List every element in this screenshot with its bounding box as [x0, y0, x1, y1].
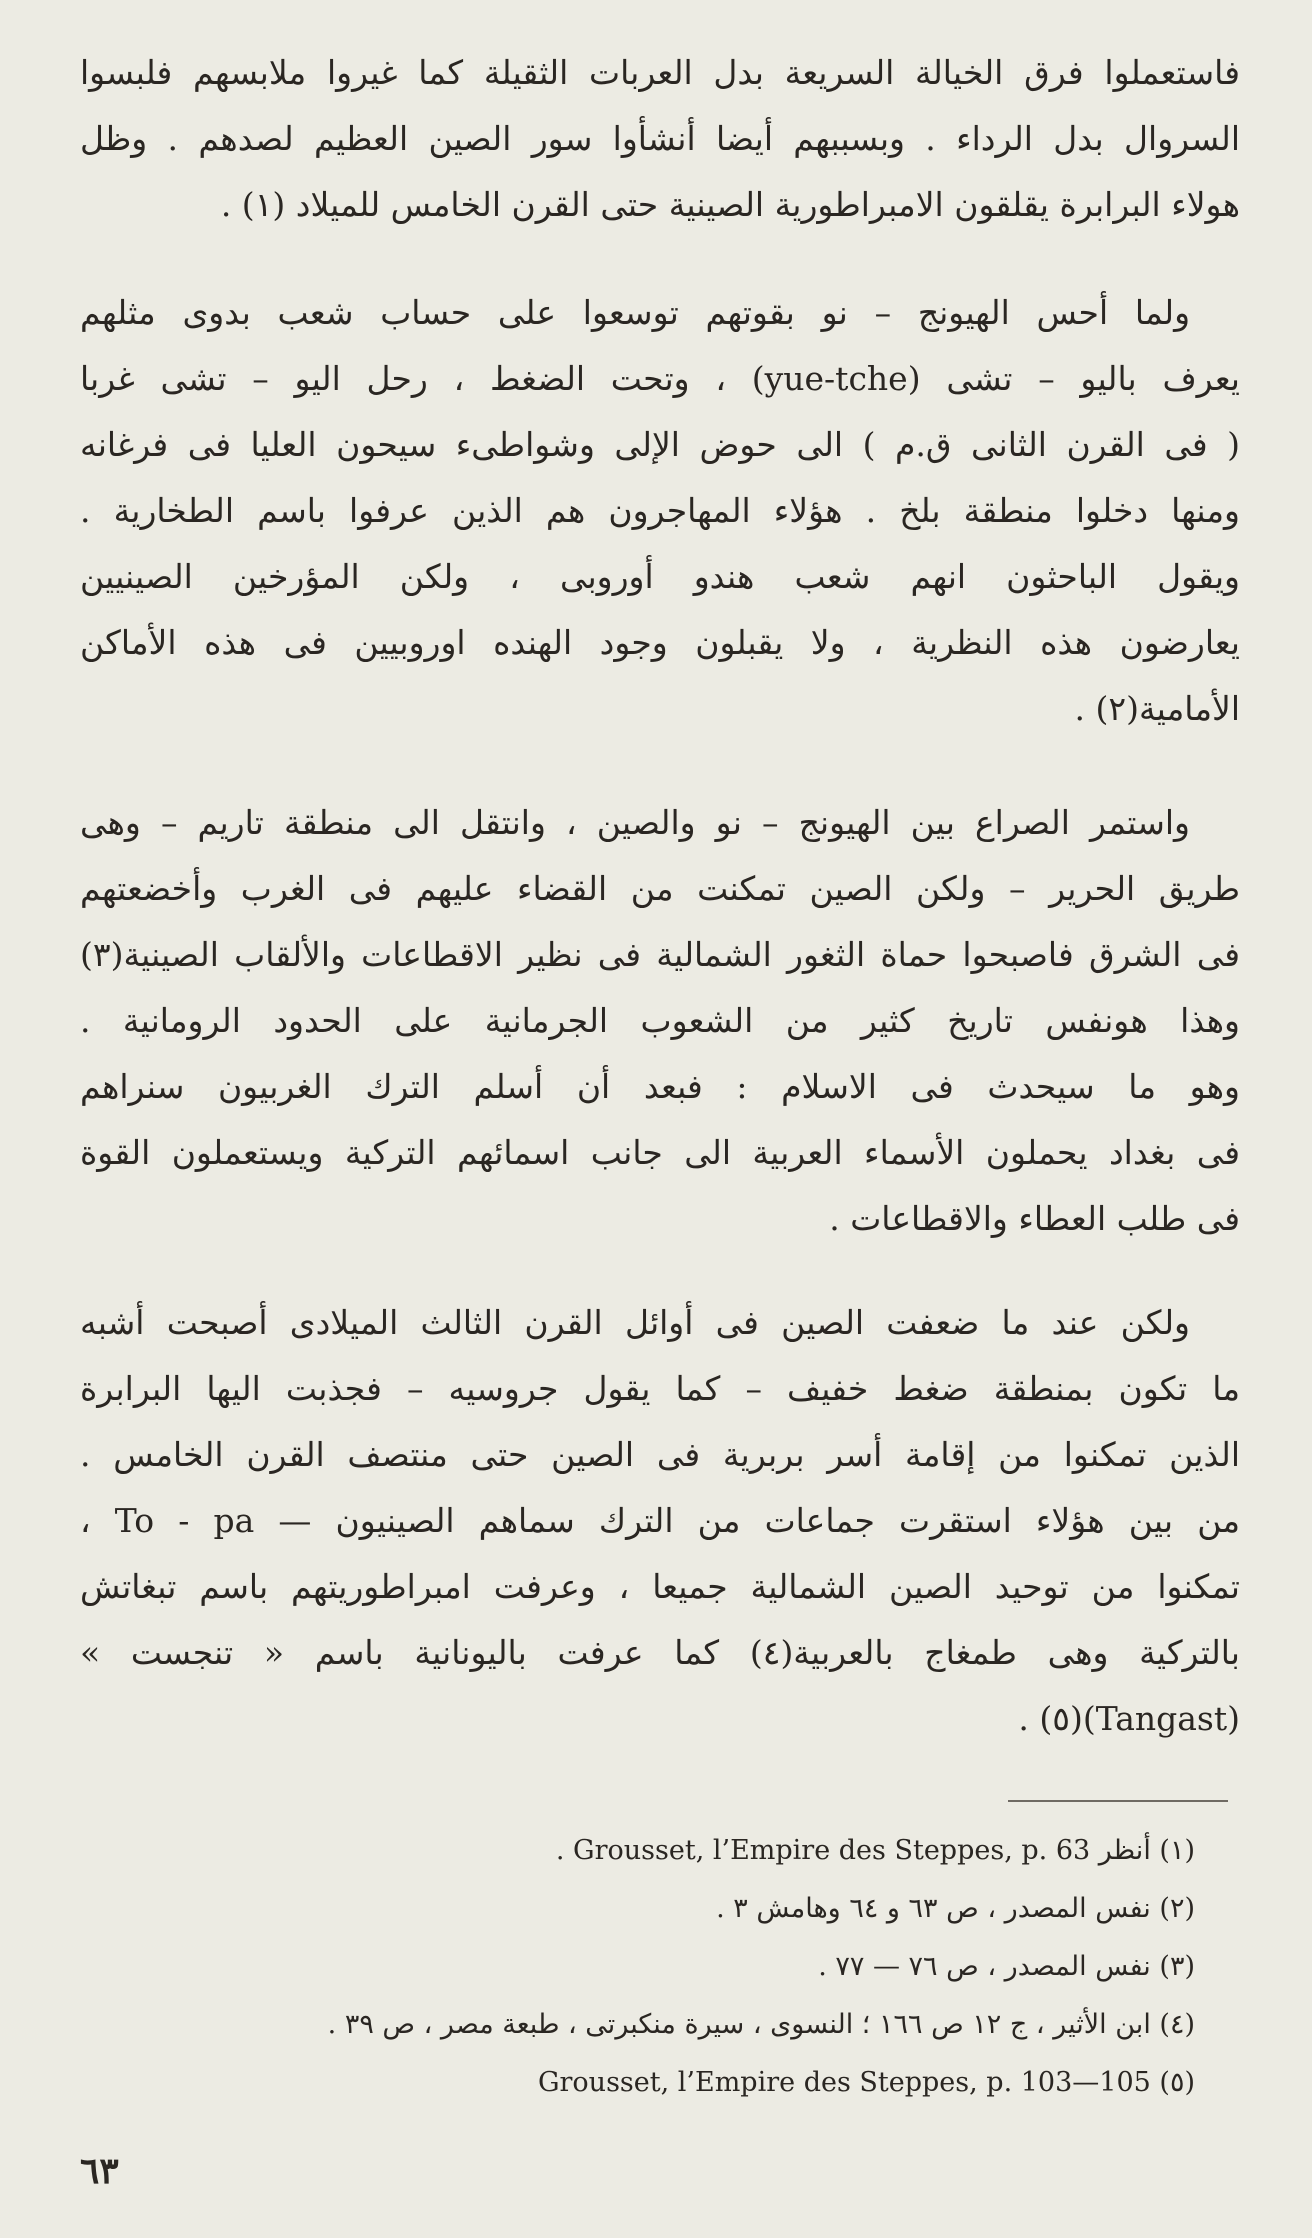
- text-line: الأمامية(٢) .: [1074, 689, 1240, 728]
- page-number: ٦٣: [80, 2150, 119, 2192]
- text-line: ويقول الباحثون انهم شعب هندو أوروبى ، ولكن المؤرخين الصينيين: [80, 557, 1240, 596]
- text-line: يعرف باليو – تشى (yue-tche) ، وتحت الضغط ، رحل اليو – تشى غربا: [80, 359, 1240, 398]
- footnote-2: (٢) نفس المصدر ، ص ٦٣ و ٦٤ وهامش ٣ .: [716, 1893, 1195, 1924]
- text-line: فى بغداد يحملون الأسماء العربية الى جانب اسمائهم التركية ويستعملون القوة: [80, 1133, 1240, 1172]
- text-line: السروال بدل الرداء . وبسببهم أيضا أنشأوا سور الصين العظيم لصدهم . وظل: [80, 119, 1240, 158]
- text-line: (Tangast)(٥) .: [1018, 1699, 1240, 1738]
- text-line: فى طلب العطاء والاقطاعات .: [829, 1199, 1240, 1238]
- text-line: ما تكون بمنطقة ضغط خفيف – كما يقول جروسيه – فجذبت اليها البرابرة: [80, 1369, 1240, 1408]
- text-line: طريق الحرير – ولكن الصين تمكنت من القضاء عليهم فى الغرب وأخضعتهم: [80, 869, 1240, 908]
- text-line: فى الشرق فاصبحوا حماة الثغور الشمالية فى نظير الاقطاعات والألقاب الصينية(٣): [80, 935, 1240, 974]
- text-line: فاستعملوا فرق الخيالة السريعة بدل العربات الثقيلة كما غيروا ملابسهم فلبسوا: [80, 53, 1240, 92]
- text-line: وهو ما سيحدث فى الاسلام : فبعد أن أسلم الترك الغربيون سنراهم: [80, 1067, 1240, 1106]
- text-line: يعارضون هذه النظرية ، ولا يقبلون وجود الهنده اوروبيين فى هذه الأماكن: [80, 623, 1240, 662]
- text-line: هولاء البرابرة يقلقون الامبراطورية الصينية حتى القرن الخامس للميلاد (١) .: [220, 185, 1240, 224]
- footnote-divider: [1008, 1800, 1228, 1802]
- footnote-3: (٣) نفس المصدر ، ص ٧٦ — ٧٧ .: [818, 1951, 1195, 1982]
- text-line: ( فى القرن الثانى ق.م ) الى حوض الإلى وشواطىء سيحون العليا فى فرغانه: [80, 425, 1240, 464]
- text-line: من بين هؤلاء استقرت جماعات من الترك سماهم الصينيون — To - pa ،: [80, 1501, 1240, 1540]
- text-line: ومنها دخلوا منطقة بلخ . هؤلاء المهاجرون هم الذين عرفوا باسم الطخارية .: [80, 491, 1240, 530]
- footnote-4: (٤) ابن الأثير ، ج ١٢ ص ١٦٦ ؛ النسوى ، سيرة منكبرتى ، طبعة مصر ، ص ٣٩ .: [327, 2009, 1195, 2040]
- text-line: الذين تمكنوا من إقامة أسر بربرية فى الصين حتى منتصف القرن الخامس .: [80, 1435, 1240, 1474]
- text-line: وهذا هونفس تاريخ كثير من الشعوب الجرمانية على الحدود الرومانية .: [80, 1001, 1240, 1040]
- paragraph-1: [80, 40, 1240, 238]
- paragraph-2: [80, 280, 1240, 742]
- footnote-1: (١) أنظر Grousset, l’Empire des Steppes, p. 63 .: [555, 1835, 1195, 1866]
- footnotes: [300, 1822, 1195, 2112]
- text-line: ولما أحس الهيونج – نو بقوتهم توسعوا على حساب شعب بدوى مثلهم: [80, 293, 1190, 332]
- text-line: واستمر الصراع بين الهيونج – نو والصين ، وانتقل الى منطقة تاريم – وهى: [80, 803, 1190, 842]
- footnote-5: (٥) Grousset, l’Empire des Steppes, p. 103—105: [537, 2067, 1195, 2098]
- paragraph-4: [80, 1290, 1240, 1752]
- text-line: ولكن عند ما ضعفت الصين فى أوائل القرن الثالث الميلادى أصبحت أشبه: [80, 1303, 1190, 1342]
- text-line: بالتركية وهى طمغاج بالعربية(٤) كما عرفت باليونانية باسم « تنجست »: [80, 1633, 1240, 1672]
- text-line: تمكنوا من توحيد الصين الشمالية جميعا ، وعرفت امبراطوريتهم باسم تبغاتش: [80, 1567, 1240, 1606]
- paragraph-3: [80, 790, 1240, 1252]
